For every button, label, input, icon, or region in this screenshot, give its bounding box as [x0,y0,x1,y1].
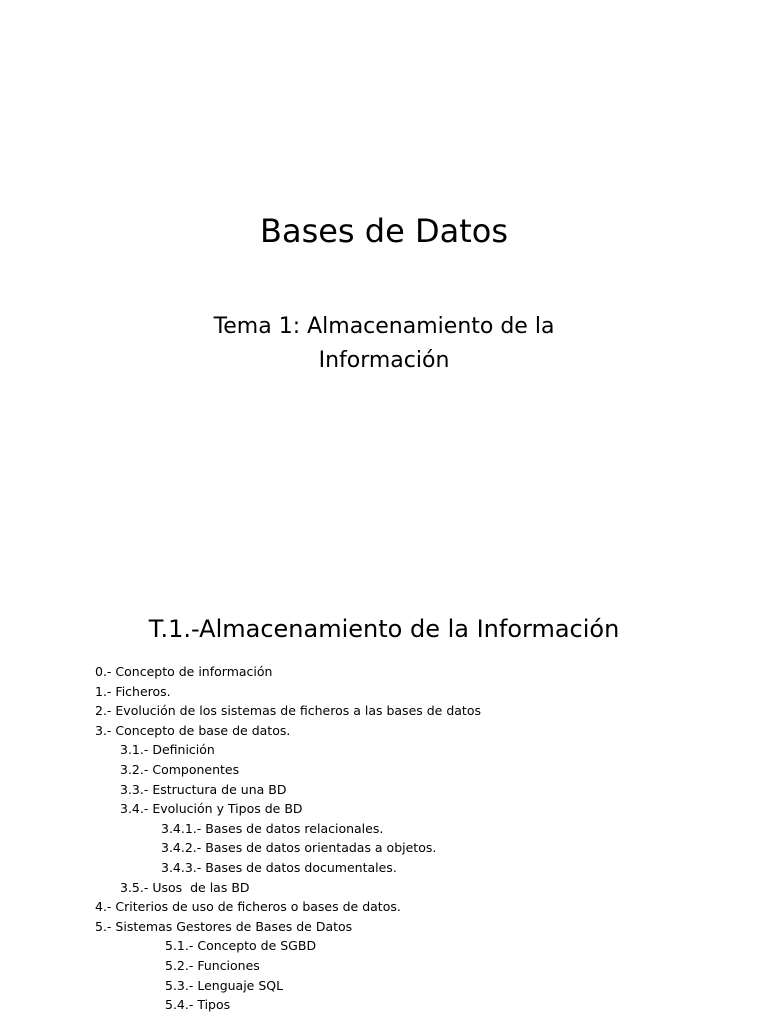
table-of-contents-title: T.1.-Almacenamiento de la Información [148,615,620,643]
table-of-contents-list [95,662,481,1015]
toc-subitem: 5.2.- Funciones [165,957,260,973]
presentation-title: Bases de Datos [260,212,508,250]
toc-subitem: 3.3.- Estructura de una BD [120,781,287,797]
toc-subitem: 5.1.- Concepto de SGBD [165,938,317,954]
subtitle-line-2: Información [318,348,450,373]
toc-subitem: 3.5.- Usos de las BD [120,879,250,895]
toc-subsubitem: 3.4.2.- Bases de datos orientadas a objetos. [161,840,437,856]
toc-item: 3.- Concepto de base de datos. [95,722,291,738]
toc-subitem: 5.4.- Tipos [165,997,231,1013]
toc-item: 1.- Ficheros. [95,683,171,699]
presentation-subtitle [0,310,768,378]
toc-subitem: 3.1.- Definición [120,742,215,758]
toc-item: 2.- Evolución de los sistemas de ficheros a las bases de datos [95,703,481,719]
toc-subsubitem: 3.4.3.- Bases de datos documentales. [161,859,397,875]
toc-subitem: 3.4.- Evolución y Tipos de BD [120,801,303,817]
toc-item: 0.- Concepto de información [95,664,273,679]
toc-item: 4.- Criterios de uso de ficheros o bases de datos. [95,899,401,915]
toc-subitem: 5.3.- Lenguaje SQL [165,977,284,993]
toc-subitem: 3.2.- Componentes [120,761,240,777]
subtitle-line-1: Tema 1: Almacenamiento de la [213,314,555,339]
toc-subsubitem: 3.4.1.- Bases de datos relacionales. [161,820,384,836]
toc-item: 5.- Sistemas Gestores de Bases de Datos [95,918,353,934]
